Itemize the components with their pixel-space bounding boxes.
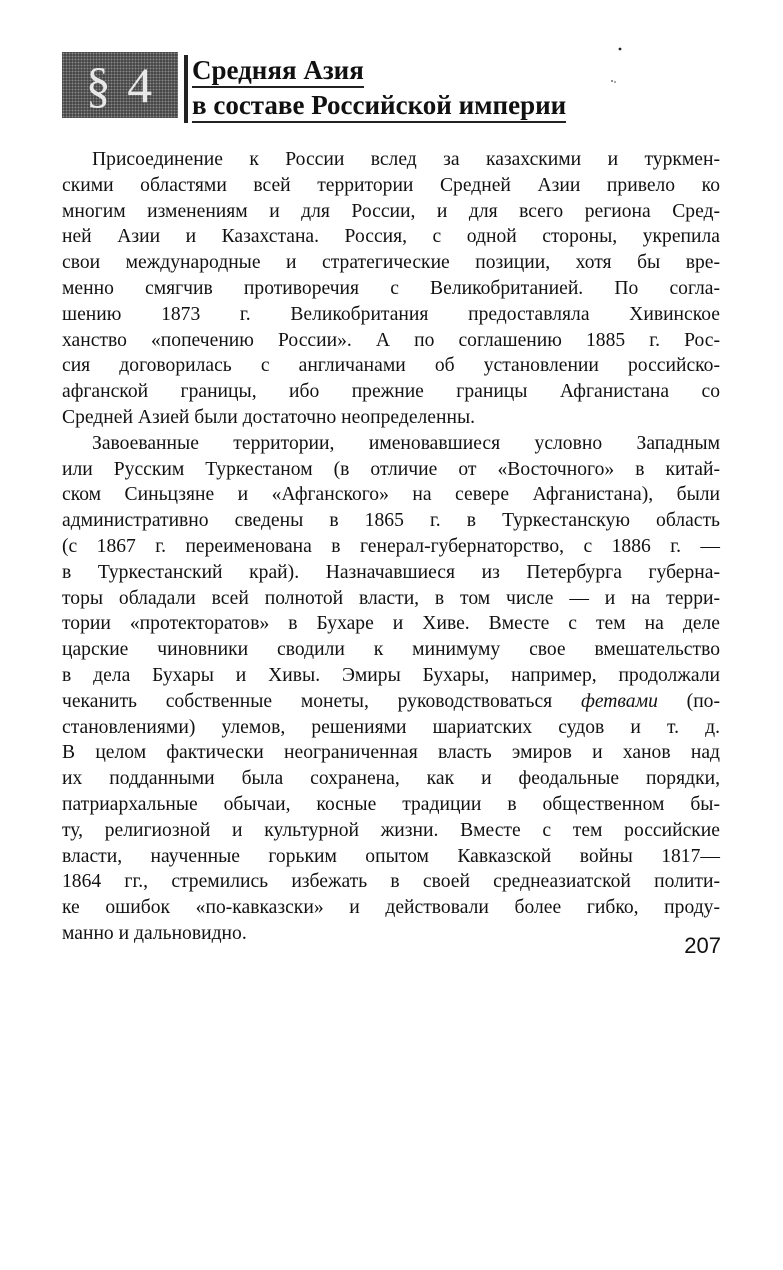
body-text [62, 147, 720, 947]
text-line: 1864 гг., стремились избежать в своей среднеазиатской полити- [62, 871, 720, 893]
italic-term: фетвами [580, 690, 658, 712]
text-line: административно сведены в 1865 г. в Туркестанскую область [62, 510, 720, 532]
text-line: Завоеванные территории, именовавшиеся условно Западным [92, 432, 720, 454]
text-line: шению 1873 г. Великобритания предоставляла Хивинское [62, 303, 720, 325]
text-line: царские чиновники сводили к минимуму свое вмешательство [62, 639, 720, 661]
text-line: (с 1867 г. переименована в генерал-губернаторство, с 1886 г. — [62, 535, 720, 557]
text-line: ке ошибок «по-кавказски» и действовали более гибко, проду- [62, 897, 720, 919]
title-line-2: в составе Российской империи [192, 90, 566, 123]
text-line: торы обладали всей полнотой власти, в том числе — и на терри- [62, 587, 720, 609]
scan-specks [596, 45, 626, 90]
text-line: или Русским Туркестаном (в отличие от «Восточного» в китай- [62, 458, 720, 480]
text-line: Средней Азией были достаточно неопределенны. [62, 406, 476, 428]
text-line: становлениями) улемов, решениями шариатских судов и т. д. [62, 716, 720, 738]
page-number: 207 [684, 933, 721, 958]
text-line: Присоединение к России вслед за казахскими и туркмен- [92, 149, 720, 170]
text-line: патриархальные обычаи, косные традиции в общественном бы- [62, 793, 720, 815]
text-line: ском Синьцзяне и «Афганского» на севере Афганистана), были [62, 484, 720, 506]
text-line: афганской границы, ибо прежние границы Афганистана со [62, 381, 720, 403]
text-line: в Туркестанский край). Назначавшиеся из Петербурга губерна- [62, 561, 720, 583]
text-segment: чеканить собственные монеты, руководствоваться [62, 690, 581, 712]
text-line: власти, наученные горьким опытом Кавказской войны 1817— [62, 845, 720, 867]
text-line: многим изменениям и для России, и для всего региона Сред- [62, 200, 720, 222]
text-line: В целом фактически неограниченная власть эмиров и ханов над [62, 742, 720, 764]
text-line: скими областями всей территории Средней Азии привело ко [62, 174, 720, 196]
text-line: ней Азии и Казахстана. Россия, с одной стороны, укрепила [62, 226, 720, 248]
text-line: ханство «попечению России». А по соглашению 1885 г. Рос- [62, 329, 720, 351]
text-segment: (по- [657, 690, 721, 712]
text-line: менно смягчив противоречия с Великобританией. По согла- [62, 277, 720, 299]
section-mark: § 4 [85, 57, 155, 113]
title-line-1: Средняя Азия [192, 55, 364, 88]
text-line: манно и дальновидно. [62, 922, 247, 944]
text-line: свои международные и стратегические позиции, хотя бы вре- [62, 252, 720, 274]
text-line: сия договорилась с англичанами об установлении российско- [62, 355, 720, 377]
section-badge [62, 52, 178, 118]
text-line: в дела Бухары и Хивы. Эмиры Бухары, например, продолжали [62, 664, 720, 686]
section-title [184, 55, 632, 123]
text-line: тории «протекторатов» в Бухаре и Хиве. Вместе с тем на деле [62, 613, 720, 635]
text-line-with-italic [62, 689, 720, 715]
text-line: ту, религиозной и культурной жизни. Вместе с тем российские [62, 819, 720, 841]
text-line: их подданными была сохранена, как и феодальные порядки, [62, 768, 720, 790]
